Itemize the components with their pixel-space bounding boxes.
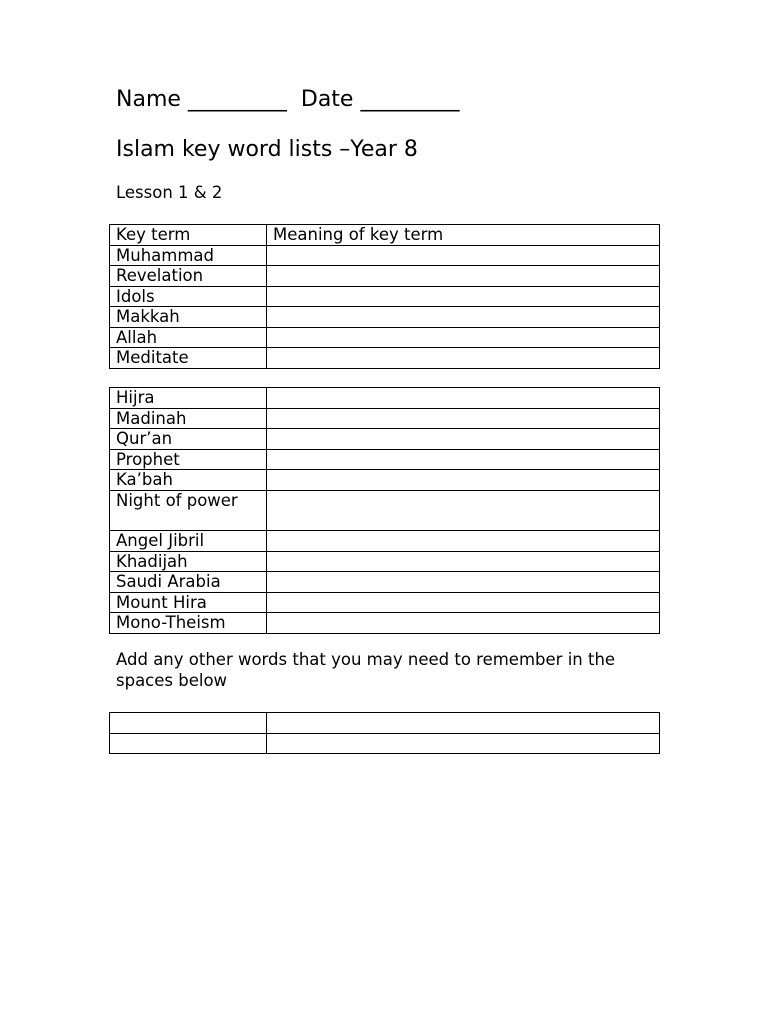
- meaning-cell[interactable]: [267, 572, 660, 593]
- table-row: [110, 266, 660, 287]
- key-term-cell: Revelation: [110, 266, 267, 287]
- table-row: [110, 348, 660, 369]
- table-row: [110, 429, 660, 450]
- table-row: [110, 286, 660, 307]
- header-meaning: Meaning of key term: [267, 225, 660, 246]
- page-title: Islam key word lists –Year 8: [116, 137, 418, 162]
- table-row: [110, 733, 660, 754]
- key-term-cell: Khadijah: [110, 551, 267, 572]
- table-header-row: [110, 225, 660, 246]
- key-term-cell: Qur’an: [110, 429, 267, 450]
- key-term-cell: Muhammad: [110, 245, 267, 266]
- key-term-cell: Ka’bah: [110, 470, 267, 491]
- meaning-cell[interactable]: [267, 531, 660, 552]
- key-term-cell: Idols: [110, 286, 267, 307]
- table-row: [110, 307, 660, 328]
- table-row: [110, 490, 660, 531]
- table-row: [110, 245, 660, 266]
- key-term-cell: Allah: [110, 327, 267, 348]
- meaning-cell[interactable]: [267, 388, 660, 409]
- meaning-cell[interactable]: [267, 470, 660, 491]
- table-row: [110, 388, 660, 409]
- key-term-cell: Saudi Arabia: [110, 572, 267, 593]
- key-term-cell: Prophet: [110, 449, 267, 470]
- extra-meaning-cell[interactable]: [267, 713, 660, 734]
- extra-words-table: [109, 712, 660, 754]
- key-term-cell: Makkah: [110, 307, 267, 328]
- meaning-cell[interactable]: [267, 348, 660, 369]
- extra-term-cell[interactable]: [110, 713, 267, 734]
- key-term-cell: Hijra: [110, 388, 267, 409]
- meaning-cell[interactable]: [267, 429, 660, 450]
- header-key-term: Key term: [110, 225, 267, 246]
- meaning-cell[interactable]: [267, 327, 660, 348]
- meaning-cell[interactable]: [267, 307, 660, 328]
- name-date-line: Name _________ Date _________: [116, 87, 460, 112]
- meaning-cell[interactable]: [267, 245, 660, 266]
- table-row: [110, 713, 660, 734]
- lesson-label: Lesson 1 & 2: [116, 183, 223, 202]
- key-terms-table-2: [109, 387, 660, 634]
- key-term-cell: Angel Jibril: [110, 531, 267, 552]
- table-row: [110, 551, 660, 572]
- meaning-cell[interactable]: [267, 490, 660, 531]
- extra-meaning-cell[interactable]: [267, 733, 660, 754]
- key-term-cell: Mount Hira: [110, 592, 267, 613]
- table-row: [110, 470, 660, 491]
- extra-term-cell[interactable]: [110, 733, 267, 754]
- table-row: [110, 572, 660, 593]
- table-row: [110, 592, 660, 613]
- key-term-cell: Meditate: [110, 348, 267, 369]
- meaning-cell[interactable]: [267, 266, 660, 287]
- meaning-cell[interactable]: [267, 592, 660, 613]
- key-term-cell: Mono-Theism: [110, 613, 267, 634]
- table-row: [110, 613, 660, 634]
- meaning-cell[interactable]: [267, 449, 660, 470]
- key-terms-table-1: [109, 224, 660, 369]
- key-term-cell: Night of power: [110, 490, 267, 531]
- meaning-cell[interactable]: [267, 408, 660, 429]
- meaning-cell[interactable]: [267, 613, 660, 634]
- table-row: [110, 531, 660, 552]
- table-row: [110, 449, 660, 470]
- table-row: [110, 327, 660, 348]
- instruction-text: Add any other words that you may need to remember in the spaces below: [116, 650, 616, 690]
- meaning-cell[interactable]: [267, 551, 660, 572]
- meaning-cell[interactable]: [267, 286, 660, 307]
- key-term-cell: Madinah: [110, 408, 267, 429]
- table-row: [110, 408, 660, 429]
